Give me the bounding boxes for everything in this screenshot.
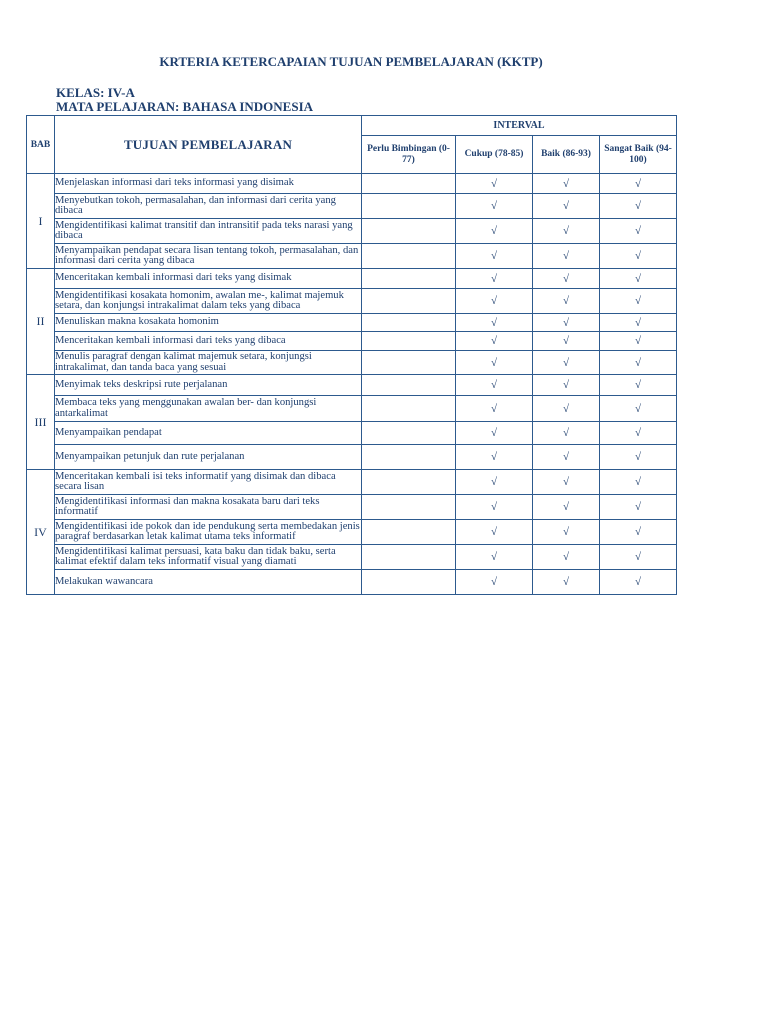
- table-row: [27, 219, 677, 244]
- checkmark-sangat-baik: √: [600, 570, 677, 595]
- checkmark-baik: √: [533, 375, 600, 396]
- checkmark-baik: √: [533, 244, 600, 269]
- objective-text: Menyampaikan pendapat: [55, 427, 162, 438]
- checkmark-sangat-baik: √: [600, 470, 677, 495]
- checkmark-sangat-baik: √: [600, 422, 677, 445]
- objective-text: Mengidentifikasi informasi dan makna kosakata baru dari teks informatif: [55, 496, 320, 517]
- checkmark-baik: √: [533, 351, 600, 375]
- checkmark-sangat-baik: √: [600, 219, 677, 244]
- checkmark-cukup: √: [456, 520, 533, 545]
- header-baik: Baik (86-93): [533, 136, 600, 174]
- perlu-bimbingan-cell: [362, 545, 456, 570]
- kktp-table: [26, 115, 677, 595]
- header-tujuan-pembelajaran: TUJUAN PEMBELAJARAN: [55, 116, 362, 174]
- bab-number: IV: [27, 470, 55, 595]
- objective-cell: [55, 375, 362, 396]
- table-row: [27, 289, 677, 314]
- checkmark-cukup: √: [456, 545, 533, 570]
- perlu-bimbingan-cell: [362, 289, 456, 314]
- checkmark-sangat-baik: √: [600, 194, 677, 219]
- table-row: [27, 545, 677, 570]
- checkmark-sangat-baik: √: [600, 495, 677, 520]
- table-row: [27, 194, 677, 219]
- checkmark-sangat-baik: √: [600, 269, 677, 289]
- objective-cell: [55, 269, 362, 289]
- table-row: [27, 470, 677, 495]
- objective-text: Menyampaikan petunjuk dan rute perjalanan: [55, 451, 245, 462]
- objective-text: Menjelaskan informasi dari teks informasi yang disimak: [55, 178, 294, 189]
- objective-text: Mengidentifikasi kalimat persuasi, kata baku dan tidak baku, serta kalimat efektif dalam teks informatif visual yang diamati: [55, 546, 336, 567]
- checkmark-sangat-baik: √: [600, 445, 677, 470]
- perlu-bimbingan-cell: [362, 445, 456, 470]
- checkmark-cukup: √: [456, 495, 533, 520]
- checkmark-sangat-baik: √: [600, 289, 677, 314]
- checkmark-sangat-baik: √: [600, 520, 677, 545]
- objective-cell: [55, 545, 362, 570]
- checkmark-sangat-baik: √: [600, 314, 677, 332]
- table-row: [27, 495, 677, 520]
- perlu-bimbingan-cell: [362, 470, 456, 495]
- checkmark-cukup: √: [456, 570, 533, 595]
- perlu-bimbingan-cell: [362, 375, 456, 396]
- checkmark-baik: √: [533, 520, 600, 545]
- header-perlu-bimbingan: Perlu Bimbingan (0-77): [362, 136, 456, 174]
- perlu-bimbingan-cell: [362, 174, 456, 194]
- objective-cell: [55, 194, 362, 219]
- objective-cell: [55, 174, 362, 194]
- perlu-bimbingan-cell: [362, 244, 456, 269]
- checkmark-cukup: √: [456, 174, 533, 194]
- table-row: [27, 570, 677, 595]
- checkmark-cukup: √: [456, 332, 533, 351]
- objective-text: Melakukan wawancara: [55, 576, 153, 587]
- checkmark-cukup: √: [456, 244, 533, 269]
- table-row: [27, 520, 677, 545]
- checkmark-baik: √: [533, 445, 600, 470]
- objective-text: Mengidentifikasi kosakata homonim, awalan me-, kalimat majemuk setara, dan konjungsi intrakalimat dalam teks yang dibaca: [55, 290, 344, 311]
- perlu-bimbingan-cell: [362, 219, 456, 244]
- objective-text: Menyimak teks deskripsi rute perjalanan: [55, 379, 228, 390]
- perlu-bimbingan-cell: [362, 520, 456, 545]
- objective-cell: [55, 470, 362, 495]
- checkmark-sangat-baik: √: [600, 174, 677, 194]
- checkmark-baik: √: [533, 470, 600, 495]
- checkmark-baik: √: [533, 269, 600, 289]
- checkmark-sangat-baik: √: [600, 351, 677, 375]
- header-bab: BAB: [27, 116, 55, 174]
- checkmark-sangat-baik: √: [600, 244, 677, 269]
- checkmark-cukup: √: [456, 219, 533, 244]
- bab-number: I: [27, 174, 55, 269]
- objective-cell: [55, 314, 362, 332]
- objective-cell: [55, 219, 362, 244]
- table-row: [27, 244, 677, 269]
- subject-label: MATA PELAJARAN: BAHASA INDONESIA: [56, 99, 314, 114]
- checkmark-baik: √: [533, 194, 600, 219]
- checkmark-cukup: √: [456, 314, 533, 332]
- checkmark-baik: √: [533, 545, 600, 570]
- objective-cell: [55, 445, 362, 470]
- objective-cell: [55, 396, 362, 422]
- objective-cell: [55, 332, 362, 351]
- table-row: [27, 445, 677, 470]
- checkmark-baik: √: [533, 219, 600, 244]
- table-row: [27, 422, 677, 445]
- checkmark-cukup: √: [456, 351, 533, 375]
- checkmark-baik: √: [533, 314, 600, 332]
- checkmark-baik: √: [533, 332, 600, 351]
- checkmark-baik: √: [533, 422, 600, 445]
- objective-cell: [55, 244, 362, 269]
- perlu-bimbingan-cell: [362, 314, 456, 332]
- checkmark-baik: √: [533, 289, 600, 314]
- checkmark-cukup: √: [456, 396, 533, 422]
- checkmark-baik: √: [533, 570, 600, 595]
- perlu-bimbingan-cell: [362, 495, 456, 520]
- perlu-bimbingan-cell: [362, 396, 456, 422]
- table-row: [27, 375, 677, 396]
- bab-number: II: [27, 269, 55, 375]
- objective-text: Menceritakan kembali isi teks informatif yang disimak dan dibaca secara lisan: [55, 471, 336, 492]
- objective-cell: [55, 520, 362, 545]
- header-cukup: Cukup (78-85): [456, 136, 533, 174]
- header-sangat-baik: Sangat Baik (94-100): [600, 136, 677, 174]
- table-row: [27, 269, 677, 289]
- perlu-bimbingan-cell: [362, 351, 456, 375]
- perlu-bimbingan-cell: [362, 332, 456, 351]
- objective-text: Membaca teks yang menggunakan awalan ber- dan konjungsi antarkalimat: [55, 398, 317, 419]
- checkmark-cukup: √: [456, 289, 533, 314]
- table-row: [27, 174, 677, 194]
- checkmark-sangat-baik: √: [600, 332, 677, 351]
- objective-cell: [55, 495, 362, 520]
- table-row: [27, 351, 677, 375]
- objective-text: Menyebutkan tokoh, permasalahan, dan informasi dari cerita yang dibaca: [55, 195, 336, 216]
- objective-cell: [55, 570, 362, 595]
- table-row: [27, 314, 677, 332]
- objective-cell: [55, 422, 362, 445]
- checkmark-sangat-baik: √: [600, 396, 677, 422]
- perlu-bimbingan-cell: [362, 570, 456, 595]
- objective-text: Menuliskan makna kosakata homonim: [55, 317, 219, 328]
- perlu-bimbingan-cell: [362, 269, 456, 289]
- objective-text: Menulis paragraf dengan kalimat majemuk setara, konjungsi intrakalimat, dan tanda baca yang sesuai: [55, 352, 312, 373]
- objective-text: Mengidentifikasi ide pokok dan ide pendukung serta membedakan jenis paragraf berdasarkan letak kalimat utama teks informatif: [55, 521, 360, 542]
- document-title: KRTERIA KETERCAPAIAN TUJUAN PEMBELAJARAN (KKTP): [159, 54, 543, 69]
- table-body: [27, 174, 677, 595]
- bab-number: III: [27, 375, 55, 470]
- objective-text: Menyampaikan pendapat secara lisan tentang tokoh, permasalahan, dan informasi dari cerita yang dibaca: [55, 245, 359, 266]
- perlu-bimbingan-cell: [362, 422, 456, 445]
- checkmark-cukup: √: [456, 375, 533, 396]
- objective-cell: [55, 289, 362, 314]
- checkmark-cukup: √: [456, 194, 533, 219]
- objective-text: Menceritakan kembali informasi dari teks yang dibaca: [55, 335, 286, 346]
- checkmark-baik: √: [533, 174, 600, 194]
- class-label: KELAS: IV-A: [56, 85, 135, 100]
- checkmark-sangat-baik: √: [600, 545, 677, 570]
- checkmark-cukup: √: [456, 269, 533, 289]
- checkmark-sangat-baik: √: [600, 375, 677, 396]
- objective-text: Menceritakan kembali informasi dari teks yang disimak: [55, 273, 292, 284]
- checkmark-baik: √: [533, 495, 600, 520]
- table-row: [27, 396, 677, 422]
- table-row: [27, 332, 677, 351]
- checkmark-cukup: √: [456, 422, 533, 445]
- objective-text: Mengidentifikasi kalimat transitif dan intransitif pada teks narasi yang dibaca: [55, 220, 353, 241]
- perlu-bimbingan-cell: [362, 194, 456, 219]
- checkmark-baik: √: [533, 396, 600, 422]
- header-interval: INTERVAL: [362, 116, 677, 136]
- checkmark-cukup: √: [456, 445, 533, 470]
- objective-cell: [55, 351, 362, 375]
- checkmark-cukup: √: [456, 470, 533, 495]
